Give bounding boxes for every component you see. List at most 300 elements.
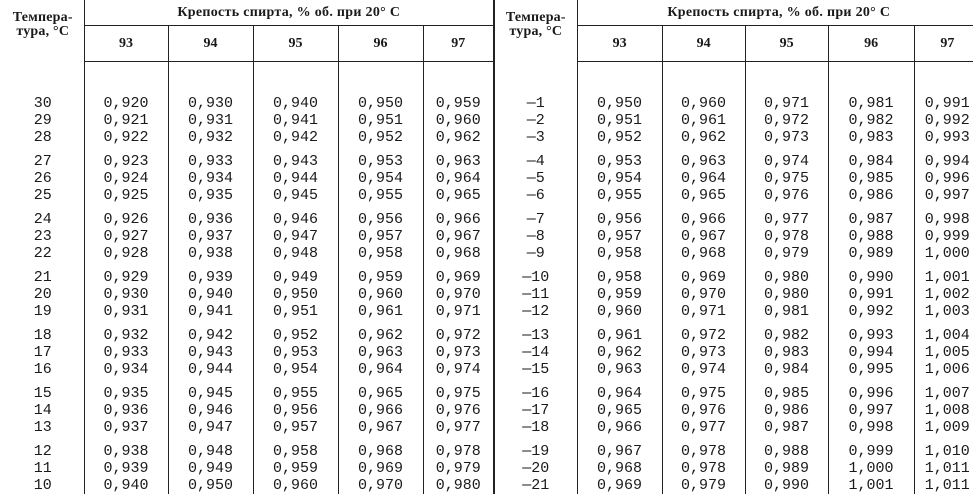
column-header-94: 94 bbox=[662, 26, 745, 62]
density-value-cell: 0,963 bbox=[662, 153, 745, 170]
density-value-cell: 0,998 bbox=[914, 211, 973, 228]
temperature-cell: 25 bbox=[33, 187, 52, 204]
temperature-cell: —13 bbox=[494, 327, 577, 344]
density-value-cell: 0,922 bbox=[84, 129, 168, 146]
density-value-cell: 0,976 bbox=[662, 402, 745, 419]
temperature-cell: 29 bbox=[33, 112, 52, 129]
gap-cell bbox=[168, 146, 253, 153]
density-value-cell: 0,962 bbox=[423, 129, 494, 146]
density-value-cell: 0,981 bbox=[828, 95, 914, 112]
density-value-cell: 0,990 bbox=[828, 269, 914, 286]
density-value-cell: 0,978 bbox=[662, 460, 745, 477]
density-value-cell: 0,924 bbox=[84, 170, 168, 187]
density-value-cell: 0,966 bbox=[662, 211, 745, 228]
temperature-cell: 30 bbox=[33, 95, 52, 112]
density-value-cell: 0,967 bbox=[338, 419, 423, 436]
gap-cell bbox=[84, 204, 168, 211]
gap-cell bbox=[745, 146, 828, 153]
density-value-cell: 0,945 bbox=[253, 187, 338, 204]
density-value-cell: 0,978 bbox=[662, 443, 745, 460]
gap-cell bbox=[494, 204, 577, 211]
density-value-cell: 0,977 bbox=[745, 211, 828, 228]
density-value-cell: 0,958 bbox=[253, 443, 338, 460]
density-value-cell: 0,940 bbox=[253, 95, 338, 112]
density-value-cell: 0,984 bbox=[745, 361, 828, 378]
table-row bbox=[2, 286, 973, 303]
temperature-cell: 27 bbox=[33, 153, 52, 170]
density-value-cell: 0,965 bbox=[577, 402, 662, 419]
gap-cell bbox=[577, 146, 662, 153]
density-value-cell: 0,970 bbox=[338, 477, 423, 494]
density-value-cell: 0,962 bbox=[662, 129, 745, 146]
density-value-cell: 0,975 bbox=[745, 170, 828, 187]
spacer-cell bbox=[2, 62, 84, 96]
density-value-cell: 0,933 bbox=[168, 153, 253, 170]
density-value-cell: 0,989 bbox=[745, 460, 828, 477]
density-value-cell: 0,942 bbox=[253, 129, 338, 146]
density-value-cell: 0,943 bbox=[168, 344, 253, 361]
density-value-cell: 0,937 bbox=[168, 228, 253, 245]
density-value-cell: 0,950 bbox=[168, 477, 253, 494]
gap-cell bbox=[168, 436, 253, 443]
gap-cell bbox=[828, 146, 914, 153]
table-row bbox=[2, 211, 973, 228]
density-value-cell: 0,958 bbox=[338, 245, 423, 262]
density-value-cell: 0,940 bbox=[168, 286, 253, 303]
table-row bbox=[2, 460, 973, 477]
gap-cell bbox=[494, 436, 577, 443]
temperature-cell: 22 bbox=[33, 245, 52, 262]
density-value-cell: 0,993 bbox=[828, 327, 914, 344]
density-value-cell: 0,976 bbox=[745, 187, 828, 204]
density-value-cell: 0,944 bbox=[168, 361, 253, 378]
density-value-cell: 0,994 bbox=[914, 153, 973, 170]
density-value-cell: 0,953 bbox=[338, 153, 423, 170]
table-row bbox=[2, 402, 973, 419]
density-value-cell: 0,936 bbox=[84, 402, 168, 419]
density-value-cell: 0,965 bbox=[662, 187, 745, 204]
density-value-cell: 0,960 bbox=[423, 112, 494, 129]
density-value-cell: 0,955 bbox=[253, 385, 338, 402]
density-value-cell: 0,986 bbox=[828, 187, 914, 204]
density-value-cell: 0,925 bbox=[84, 187, 168, 204]
density-value-cell: 0,953 bbox=[577, 153, 662, 170]
density-value-cell: 0,944 bbox=[253, 170, 338, 187]
temperature-header-right bbox=[494, 0, 577, 62]
column-header-93: 93 bbox=[84, 26, 168, 62]
density-value-cell: 0,979 bbox=[745, 245, 828, 262]
gap-cell bbox=[577, 436, 662, 443]
temperature-header-line2: тура, °С bbox=[509, 24, 563, 39]
density-value-cell: 0,932 bbox=[168, 129, 253, 146]
header-spacer-row bbox=[2, 62, 973, 96]
density-value-cell: 0,986 bbox=[745, 402, 828, 419]
temperature-cell: 26 bbox=[33, 170, 52, 187]
temperature-cell: 15 bbox=[33, 385, 52, 402]
density-value-cell: 0,935 bbox=[84, 385, 168, 402]
density-value-cell: 0,969 bbox=[338, 460, 423, 477]
table-header bbox=[2, 0, 973, 62]
density-value-cell: 0,954 bbox=[338, 170, 423, 187]
table-row bbox=[2, 269, 973, 286]
gap-cell bbox=[745, 320, 828, 327]
column-header-96: 96 bbox=[828, 26, 914, 62]
density-value-cell: 0,968 bbox=[423, 245, 494, 262]
density-value-cell: 0,921 bbox=[84, 112, 168, 129]
density-value-cell: 0,969 bbox=[423, 269, 494, 286]
group-gap-row bbox=[2, 204, 973, 211]
density-value-cell: 0,956 bbox=[338, 211, 423, 228]
density-value-cell: 0,965 bbox=[338, 385, 423, 402]
spacer-cell bbox=[168, 62, 253, 96]
table-row bbox=[2, 344, 973, 361]
column-header-93: 93 bbox=[577, 26, 662, 62]
density-value-cell: 0,939 bbox=[84, 460, 168, 477]
density-value-cell: 0,961 bbox=[577, 327, 662, 344]
column-header-97: 97 bbox=[423, 26, 494, 62]
density-value-cell: 0,936 bbox=[168, 211, 253, 228]
density-value-cell: 0,997 bbox=[828, 402, 914, 419]
density-value-cell: 0,975 bbox=[662, 385, 745, 402]
gap-cell bbox=[662, 378, 745, 385]
density-value-cell: 0,958 bbox=[577, 269, 662, 286]
density-value-cell: 0,931 bbox=[168, 112, 253, 129]
density-value-cell: 0,950 bbox=[338, 95, 423, 112]
density-value-cell: 0,985 bbox=[745, 385, 828, 402]
density-value-cell: 0,987 bbox=[745, 419, 828, 436]
gap-cell bbox=[253, 204, 338, 211]
density-value-cell: 0,989 bbox=[828, 245, 914, 262]
group-gap-row bbox=[2, 146, 973, 153]
density-value-cell: 0,959 bbox=[423, 95, 494, 112]
density-value-cell: 0,991 bbox=[914, 95, 973, 112]
temperature-cell: 12 bbox=[33, 443, 52, 460]
density-value-cell: 0,953 bbox=[253, 344, 338, 361]
gap-cell bbox=[338, 204, 423, 211]
density-value-cell: 0,942 bbox=[168, 327, 253, 344]
temperature-cell: —16 bbox=[494, 385, 577, 402]
gap-cell bbox=[168, 204, 253, 211]
gap-cell bbox=[577, 204, 662, 211]
temperature-cell: —1 bbox=[494, 95, 577, 112]
density-value-cell: 0,951 bbox=[253, 303, 338, 320]
density-value-cell: 0,982 bbox=[828, 112, 914, 129]
gap-cell bbox=[338, 320, 423, 327]
temperature-cell: —19 bbox=[494, 443, 577, 460]
density-value-cell: 0,971 bbox=[745, 95, 828, 112]
gap-cell bbox=[423, 204, 494, 211]
density-value-cell: 1,007 bbox=[914, 385, 973, 402]
density-value-cell: 0,976 bbox=[423, 402, 494, 419]
density-value-cell: 0,957 bbox=[577, 228, 662, 245]
density-value-cell: 0,967 bbox=[423, 228, 494, 245]
density-value-cell: 0,954 bbox=[253, 361, 338, 378]
gap-cell bbox=[423, 378, 494, 385]
density-value-cell: 0,962 bbox=[338, 327, 423, 344]
density-value-cell: 0,984 bbox=[828, 153, 914, 170]
temperature-cell: —8 bbox=[494, 228, 577, 245]
spacer-cell bbox=[338, 62, 423, 96]
density-value-cell: 0,960 bbox=[338, 286, 423, 303]
temperature-cell: —20 bbox=[494, 460, 577, 477]
density-value-cell: 0,969 bbox=[662, 269, 745, 286]
density-value-cell: 0,951 bbox=[338, 112, 423, 129]
density-value-cell: 0,956 bbox=[577, 211, 662, 228]
temperature-cell: 20 bbox=[33, 286, 52, 303]
temperature-cell: —5 bbox=[494, 170, 577, 187]
density-value-cell: 0,992 bbox=[914, 112, 973, 129]
temperature-cell: 23 bbox=[33, 228, 52, 245]
table-row bbox=[2, 477, 973, 494]
gap-cell bbox=[2, 436, 84, 443]
density-value-cell: 0,943 bbox=[253, 153, 338, 170]
gap-cell bbox=[662, 146, 745, 153]
gap-cell bbox=[84, 262, 168, 269]
density-value-cell: 0,952 bbox=[338, 129, 423, 146]
density-value-cell: 0,996 bbox=[828, 385, 914, 402]
density-value-cell: 0,949 bbox=[168, 460, 253, 477]
density-value-cell: 0,966 bbox=[577, 419, 662, 436]
temperature-cell: 24 bbox=[33, 211, 52, 228]
gap-cell bbox=[253, 378, 338, 385]
gap-cell bbox=[2, 320, 84, 327]
density-value-cell: 0,964 bbox=[662, 170, 745, 187]
spacer-cell bbox=[253, 62, 338, 96]
table-row bbox=[2, 228, 973, 245]
density-value-cell: 0,959 bbox=[253, 460, 338, 477]
density-value-cell: 0,974 bbox=[745, 153, 828, 170]
gap-cell bbox=[745, 262, 828, 269]
temperature-cell: 10 bbox=[33, 477, 52, 494]
temperature-cell: —21 bbox=[494, 477, 577, 494]
density-value-cell: 0,970 bbox=[662, 286, 745, 303]
density-value-cell: 0,946 bbox=[253, 211, 338, 228]
temperature-cell: —15 bbox=[494, 361, 577, 378]
gap-cell bbox=[84, 378, 168, 385]
density-value-cell: 0,987 bbox=[828, 211, 914, 228]
density-value-cell: 1,000 bbox=[914, 245, 973, 262]
density-value-cell: 0,977 bbox=[423, 419, 494, 436]
density-value-cell: 0,929 bbox=[84, 269, 168, 286]
table-body bbox=[2, 62, 973, 495]
table-row bbox=[2, 153, 973, 170]
density-value-cell: 0,961 bbox=[662, 112, 745, 129]
gap-cell bbox=[662, 320, 745, 327]
density-value-cell: 0,961 bbox=[338, 303, 423, 320]
density-value-cell: 0,980 bbox=[423, 477, 494, 494]
gap-cell bbox=[253, 436, 338, 443]
table-row bbox=[2, 361, 973, 378]
gap-cell bbox=[84, 436, 168, 443]
gap-cell bbox=[253, 146, 338, 153]
gap-cell bbox=[914, 320, 973, 327]
gap-cell bbox=[423, 436, 494, 443]
density-value-cell: 1,002 bbox=[914, 286, 973, 303]
temperature-header-left bbox=[2, 0, 84, 62]
density-value-cell: 0,974 bbox=[423, 361, 494, 378]
density-value-cell: 0,993 bbox=[914, 129, 973, 146]
density-value-cell: 0,949 bbox=[253, 269, 338, 286]
density-value-cell: 0,947 bbox=[168, 419, 253, 436]
density-value-cell: 0,950 bbox=[577, 95, 662, 112]
gap-cell bbox=[745, 436, 828, 443]
strength-group-header-left: Крепость спирта, % об. при 20° С bbox=[84, 0, 494, 26]
gap-cell bbox=[662, 436, 745, 443]
density-value-cell: 0,926 bbox=[84, 211, 168, 228]
spacer-cell bbox=[84, 62, 168, 96]
density-value-cell: 1,011 bbox=[914, 477, 973, 494]
temperature-header-line1: Темпера- bbox=[505, 10, 566, 25]
column-header-97: 97 bbox=[914, 26, 973, 62]
density-value-cell: 0,994 bbox=[828, 344, 914, 361]
density-value-cell: 0,952 bbox=[253, 327, 338, 344]
density-value-cell: 0,948 bbox=[168, 443, 253, 460]
temperature-cell: —4 bbox=[494, 153, 577, 170]
gap-cell bbox=[662, 262, 745, 269]
density-value-cell: 0,975 bbox=[423, 385, 494, 402]
density-value-cell: 0,954 bbox=[577, 170, 662, 187]
density-value-cell: 0,998 bbox=[828, 419, 914, 436]
table-row bbox=[2, 187, 973, 204]
gap-cell bbox=[914, 436, 973, 443]
table-row bbox=[2, 245, 973, 262]
density-value-cell: 0,947 bbox=[253, 228, 338, 245]
gap-cell bbox=[168, 320, 253, 327]
gap-cell bbox=[84, 146, 168, 153]
density-value-cell: 0,956 bbox=[253, 402, 338, 419]
temperature-header-line1: Темпера- bbox=[12, 10, 73, 25]
gap-cell bbox=[253, 320, 338, 327]
density-value-cell: 0,964 bbox=[577, 385, 662, 402]
density-value-cell: 1,003 bbox=[914, 303, 973, 320]
density-value-cell: 0,945 bbox=[168, 385, 253, 402]
density-value-cell: 0,930 bbox=[168, 95, 253, 112]
density-value-cell: 0,939 bbox=[168, 269, 253, 286]
gap-cell bbox=[494, 378, 577, 385]
density-value-cell: 0,927 bbox=[84, 228, 168, 245]
density-value-cell: 0,980 bbox=[745, 286, 828, 303]
density-value-cell: 0,968 bbox=[338, 443, 423, 460]
density-value-cell: 0,972 bbox=[745, 112, 828, 129]
temperature-cell: —3 bbox=[494, 129, 577, 146]
group-gap-row bbox=[2, 262, 973, 269]
density-value-cell: 0,967 bbox=[577, 443, 662, 460]
density-value-cell: 0,957 bbox=[338, 228, 423, 245]
density-value-cell: 0,960 bbox=[662, 95, 745, 112]
density-value-cell: 0,938 bbox=[168, 245, 253, 262]
gap-cell bbox=[494, 262, 577, 269]
density-value-cell: 0,996 bbox=[914, 170, 973, 187]
density-value-cell: 0,952 bbox=[577, 129, 662, 146]
density-value-cell: 0,960 bbox=[253, 477, 338, 494]
temperature-cell: 11 bbox=[33, 460, 52, 477]
density-value-cell: 0,997 bbox=[914, 187, 973, 204]
density-value-cell: 0,983 bbox=[828, 129, 914, 146]
density-value-cell: 0,963 bbox=[423, 153, 494, 170]
density-value-cell: 0,941 bbox=[253, 112, 338, 129]
temperature-cell: —11 bbox=[494, 286, 577, 303]
density-value-cell: 1,001 bbox=[828, 477, 914, 494]
column-header-95: 95 bbox=[745, 26, 828, 62]
temperature-cell: —6 bbox=[494, 187, 577, 204]
density-value-cell: 0,920 bbox=[84, 95, 168, 112]
gap-cell bbox=[168, 378, 253, 385]
density-value-cell: 0,999 bbox=[828, 443, 914, 460]
temperature-cell: —17 bbox=[494, 402, 577, 419]
density-value-cell: 0,966 bbox=[423, 211, 494, 228]
density-value-cell: 0,972 bbox=[662, 327, 745, 344]
column-header-96: 96 bbox=[338, 26, 423, 62]
density-value-cell: 0,974 bbox=[662, 361, 745, 378]
density-value-cell: 0,980 bbox=[745, 269, 828, 286]
temperature-cell: —10 bbox=[494, 269, 577, 286]
density-value-cell: 0,988 bbox=[828, 228, 914, 245]
spacer-cell bbox=[745, 62, 828, 96]
density-value-cell: 0,971 bbox=[423, 303, 494, 320]
density-value-cell: 0,962 bbox=[577, 344, 662, 361]
density-value-cell: 0,978 bbox=[423, 443, 494, 460]
spacer-cell bbox=[423, 62, 494, 96]
density-value-cell: 0,950 bbox=[253, 286, 338, 303]
temperature-cell: 16 bbox=[33, 361, 52, 378]
density-value-cell: 0,964 bbox=[338, 361, 423, 378]
density-value-cell: 0,934 bbox=[168, 170, 253, 187]
temperature-cell: —2 bbox=[494, 112, 577, 129]
group-gap-row bbox=[2, 378, 973, 385]
table-row bbox=[2, 170, 973, 187]
temperature-cell: 28 bbox=[33, 129, 52, 146]
gap-cell bbox=[577, 320, 662, 327]
gap-cell bbox=[577, 262, 662, 269]
density-value-cell: 1,011 bbox=[914, 460, 973, 477]
density-value-cell: 0,935 bbox=[168, 187, 253, 204]
density-value-cell: 0,978 bbox=[745, 228, 828, 245]
table-row bbox=[2, 419, 973, 436]
table-row bbox=[2, 385, 973, 402]
gap-cell bbox=[494, 146, 577, 153]
table-row bbox=[2, 129, 973, 146]
density-value-cell: 0,999 bbox=[914, 228, 973, 245]
density-value-cell: 0,941 bbox=[168, 303, 253, 320]
temperature-cell: —7 bbox=[494, 211, 577, 228]
density-value-cell: 0,963 bbox=[577, 361, 662, 378]
density-value-cell: 0,983 bbox=[745, 344, 828, 361]
table-row bbox=[2, 443, 973, 460]
density-value-cell: 0,930 bbox=[84, 286, 168, 303]
spacer-cell bbox=[662, 62, 745, 96]
density-value-cell: 0,951 bbox=[577, 112, 662, 129]
gap-cell bbox=[745, 204, 828, 211]
gap-cell bbox=[828, 436, 914, 443]
density-value-cell: 0,968 bbox=[662, 245, 745, 262]
density-value-cell: 1,010 bbox=[914, 443, 973, 460]
density-value-cell: 0,948 bbox=[253, 245, 338, 262]
gap-cell bbox=[84, 320, 168, 327]
density-value-cell: 0,966 bbox=[338, 402, 423, 419]
spacer-cell bbox=[577, 62, 662, 96]
density-value-cell: 0,957 bbox=[253, 419, 338, 436]
density-value-cell: 0,982 bbox=[745, 327, 828, 344]
column-header-95: 95 bbox=[253, 26, 338, 62]
density-value-cell: 0,963 bbox=[338, 344, 423, 361]
temperature-cell: 18 bbox=[33, 327, 52, 344]
table-row bbox=[2, 112, 973, 129]
temperature-cell: 17 bbox=[33, 344, 52, 361]
density-value-cell: 0,932 bbox=[84, 327, 168, 344]
gap-cell bbox=[423, 146, 494, 153]
temperature-cell: 19 bbox=[33, 303, 52, 320]
column-header-94: 94 bbox=[168, 26, 253, 62]
